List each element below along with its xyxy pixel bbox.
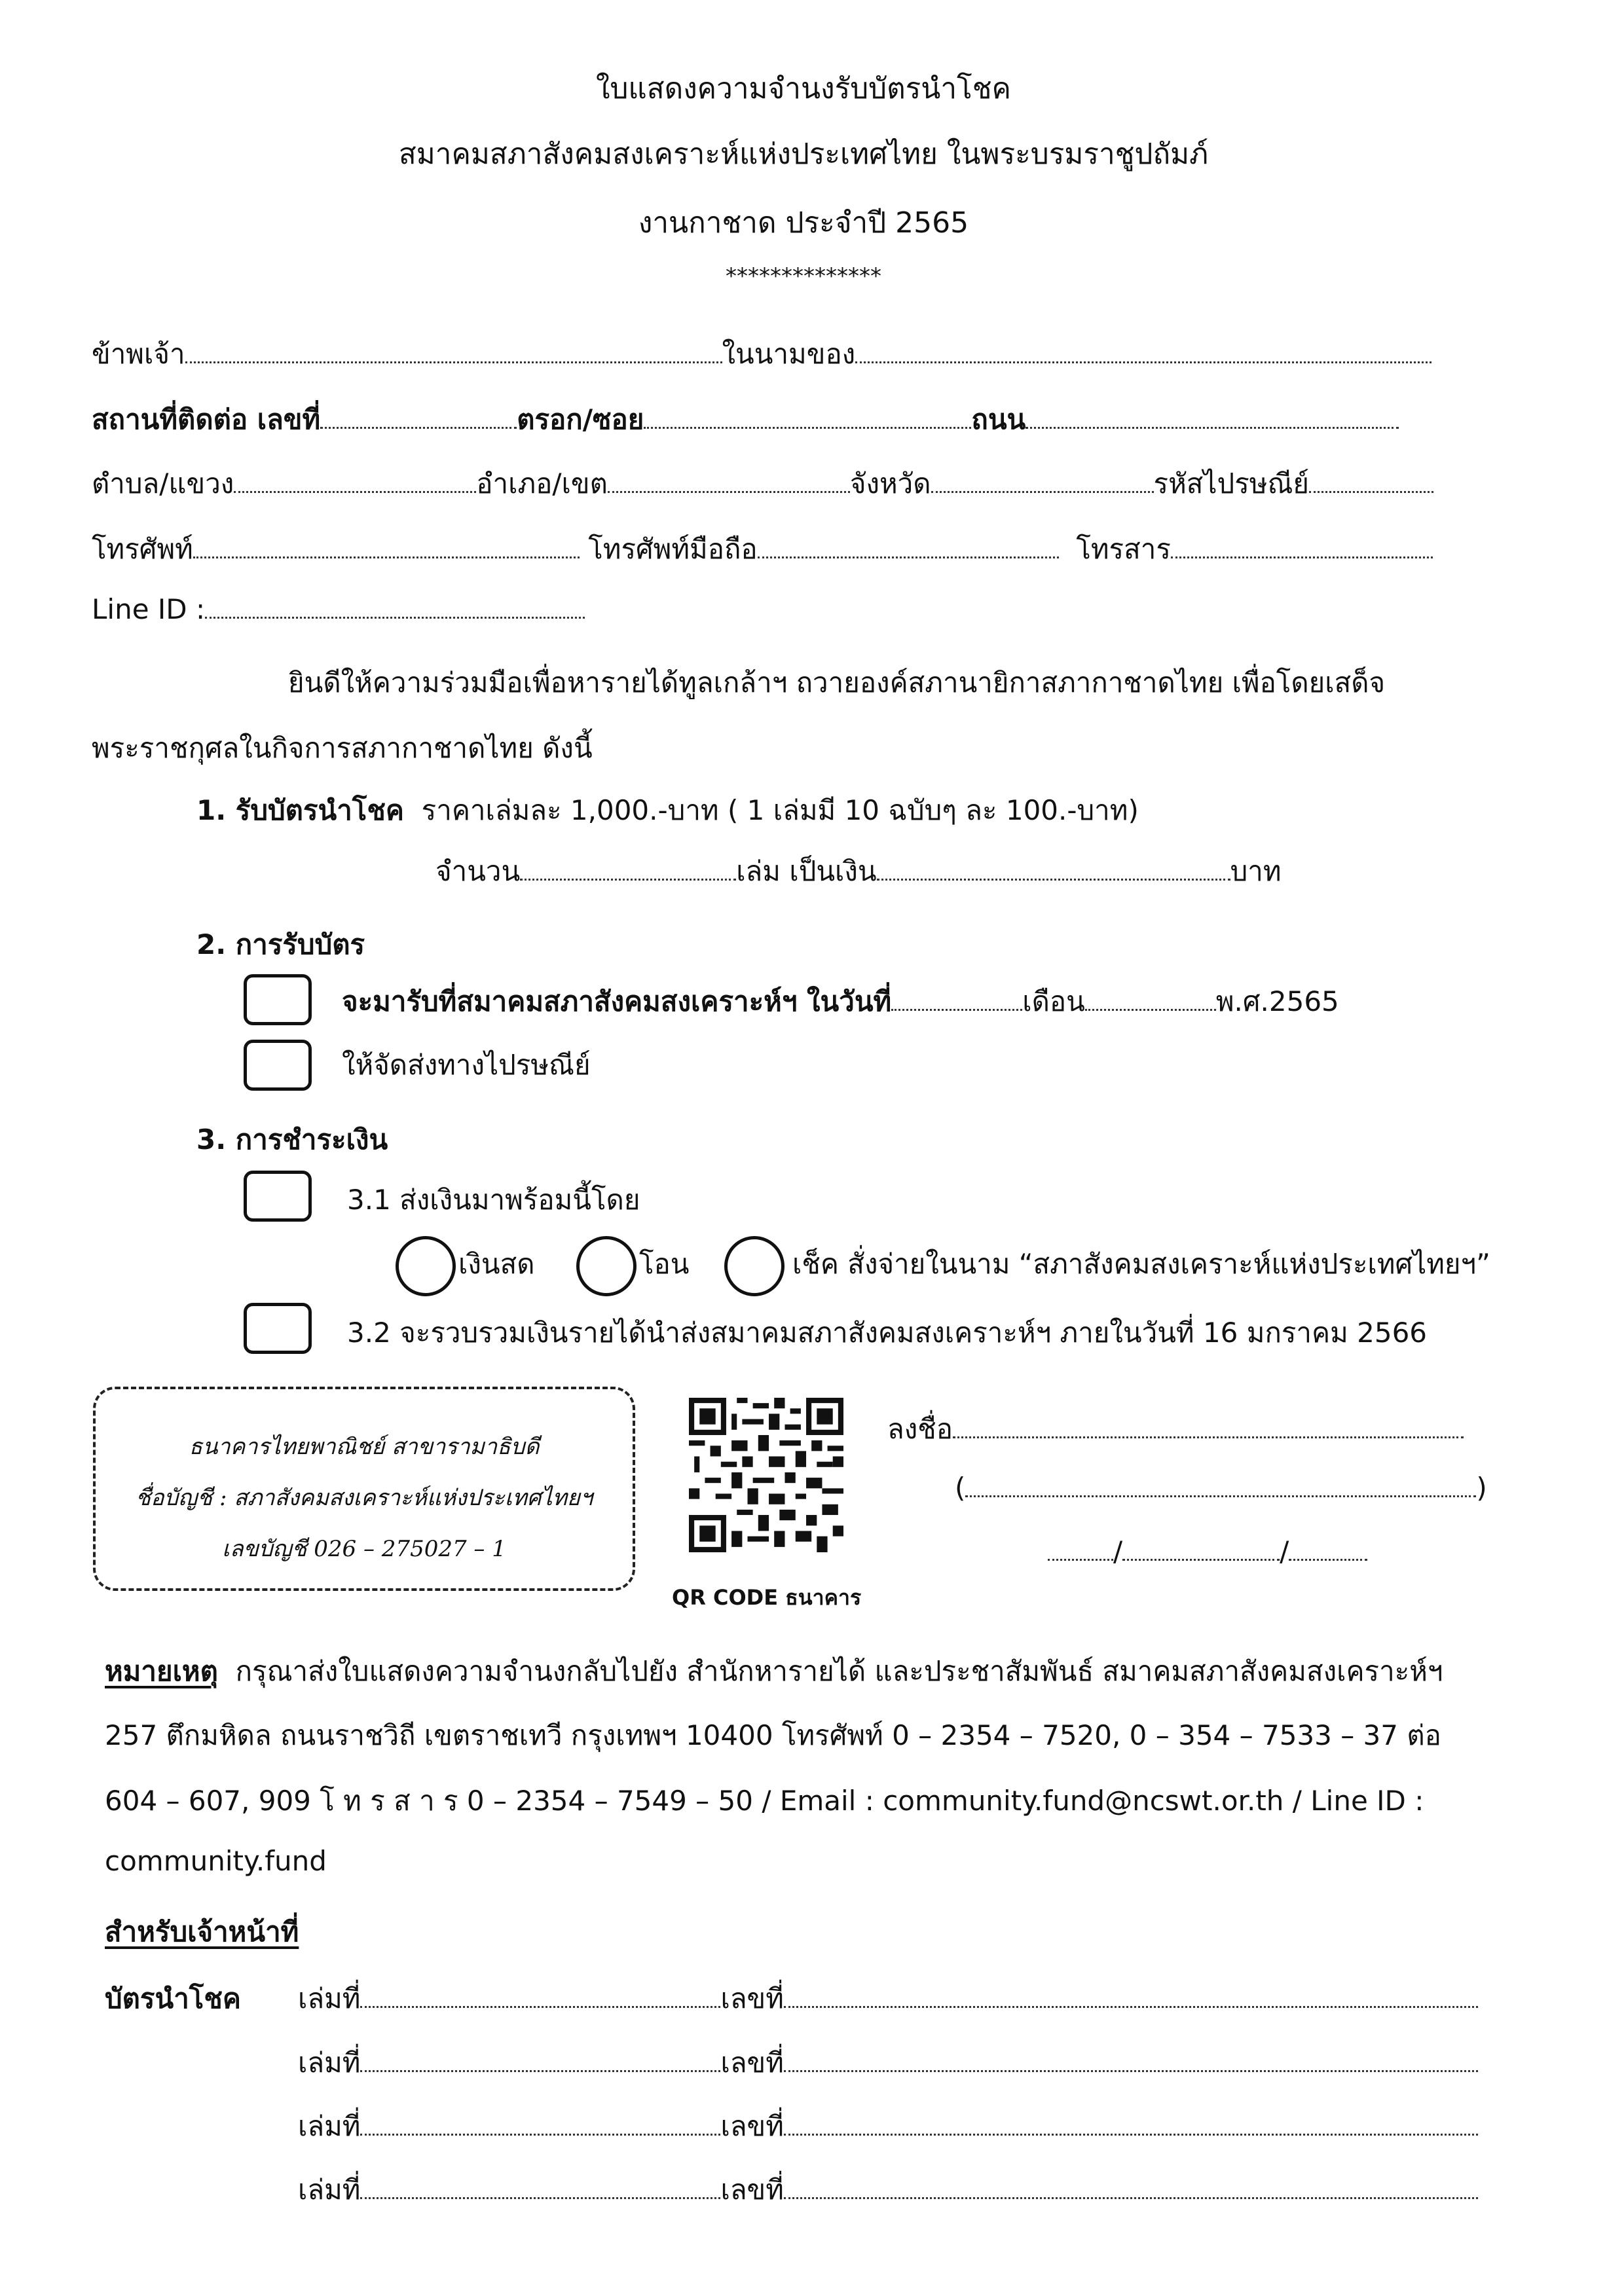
note-line3: 604 – 607, 909 โ ท ร ส า ร 0 – 2354 – 7549 – 50 / Email : community.fund@ncswt.or.th / Line ID : [105,1785,1424,1817]
books-label: เล่ม เป็นเงิน [736,855,877,887]
section3-heading: 3. การชำระเงิน [196,1123,388,1156]
staff-book-field[interactable] [360,2191,720,2199]
note-text1: กรุณาส่งใบแสดงความจำนงกลับไปยัง สำนักหารายได้ และประชาสัมพันธ์ สมาคมสภาสังคมสงเคราะห์ฯ [235,1655,1443,1687]
staff-book-field[interactable] [360,2127,720,2136]
account-name: ชื่อบัญชี : สภาสังคมสงเคราะห์แห่งประเทศไทยฯ [136,1485,593,1511]
pickup-month-field[interactable] [1085,1002,1216,1011]
note-line2: 257 ตึกมหิดล ถนนราชวิถี เขตราชเทวี กรุงเทพฯ 10400 โทรศัพท์ 0 – 2354 – 7520, 0 – 354 – 7533 – 37 ต่อ [105,1719,1441,1751]
intro-line1: ยินดีให้ความร่วมมือเพื่อหารายได้ทูลเกล้าฯ ถวายองค์สภานายิกาสภากาชาดไทย เพื่อโดยเสด็จ [288,666,1386,699]
account-number: เลขบัญชี 026 – 275027 – 1 [222,1536,506,1562]
qr-caption: QR CODE ธนาคาร [672,1585,862,1610]
header-separator: ************** [726,263,881,289]
line-id-row [92,593,585,625]
location-row [92,462,1433,505]
open-paren: ( [955,1472,966,1504]
books-quantity-field[interactable] [520,872,736,881]
district-label: อำเภอ/เขต [476,467,608,500]
date-month-field[interactable] [1122,1552,1280,1561]
section1-heading: 1. รับบัตรนำโชค [196,794,404,826]
staff-row-1 [298,1977,1478,2020]
pickup-day-field[interactable] [891,1002,1022,1011]
staff-ticket-label: บัตรนำโชค [105,1982,241,2014]
phone-row [92,528,1433,571]
staff-number-field[interactable] [784,1999,1478,2008]
name-label: ข้าพเจ้า [92,338,185,370]
close-paren: ) [1476,1472,1487,1504]
date-day-field[interactable] [1048,1552,1113,1561]
staff-number-label: เลขที่ [720,2047,784,2079]
form-title: ใบแสดงความจำนงรับบัตรนำโชค [595,72,1011,105]
date-slash-2: / [1280,1535,1289,1567]
signature-row [887,1408,1464,1451]
staff-book-label: เล่มที่ [298,2047,361,2079]
total-amount-field[interactable] [877,872,1230,881]
bank-qr-code [689,1398,843,1552]
bank-name: ธนาคารไทยพาณิชย์ สาขารามาธิบดี [189,1434,540,1460]
note-label: หมายเหตุ [105,1655,218,1687]
subdistrict-field[interactable] [234,484,476,493]
mail-checkbox[interactable] [244,1040,312,1091]
staff-row-3 [298,2105,1478,2148]
phone-label: โทรศัพท์ [92,533,193,565]
amount-row [435,850,1282,893]
postcode-field[interactable] [1309,484,1433,493]
pickup-row [342,980,1339,1023]
month-label: เดือน [1022,985,1085,1017]
staff-row-2 [298,2041,1478,2085]
province-field[interactable] [931,484,1154,493]
postcode-label: รหัสไปรษณีย์ [1153,467,1310,500]
transfer-radio[interactable] [576,1236,637,1296]
staff-row-4 [298,2168,1478,2212]
section1-row [196,789,1139,832]
section2-heading: 2. การรับบัตร [196,928,365,960]
alley-label: ตรอก/ซอย [517,403,644,435]
subdistrict-label: ตำบล/แขวง [92,467,234,500]
staff-number-field[interactable] [784,2191,1478,2199]
staff-number-field[interactable] [784,2127,1478,2136]
address-row [92,398,1399,441]
printed-name-field[interactable] [965,1489,1476,1497]
line-id-field[interactable] [205,610,585,619]
on-behalf-field[interactable] [855,355,1432,363]
name-row [92,333,1432,376]
province-label: จังหวัด [849,467,931,500]
staff-book-field[interactable] [360,1999,720,2008]
fax-field[interactable] [1171,550,1433,558]
cheque-radio[interactable] [724,1236,785,1296]
date-year-field[interactable] [1289,1552,1367,1561]
staff-number-label: เลขที่ [720,2174,784,2206]
staff-number-field[interactable] [784,2064,1478,2072]
event-name: งานกาชาด ประจำปี 2565 [638,206,969,240]
staff-book-field[interactable] [360,2064,720,2072]
line-id-label: Line ID : [92,593,206,625]
staff-book-label: เล่มที่ [298,2110,361,2142]
printed-name-row [955,1472,1487,1504]
staff-book-label: เล่มที่ [298,1982,361,2014]
alley-field[interactable] [644,420,971,429]
cash-radio[interactable] [396,1236,456,1296]
district-field[interactable] [608,484,850,493]
phone-field[interactable] [193,550,580,558]
baht-label: บาท [1230,855,1282,887]
staff-number-label: เลขที่ [720,1982,784,2014]
address-label: สถานที่ติดต่อ เลขที่ [92,403,321,435]
mobile-field[interactable] [758,550,1059,558]
bank-info-box [93,1387,635,1591]
collect-later-checkbox[interactable] [244,1303,312,1354]
note-line4: community.fund [105,1845,327,1877]
staff-book-label: เล่มที่ [298,2174,361,2206]
pickup-checkbox[interactable] [244,974,312,1025]
note-line1 [105,1650,1443,1693]
pickup-label: จะมารับที่สมาคมสภาสังคมสงเคราะห์ฯ ในวันที่ [342,985,892,1017]
pay-now-checkbox[interactable] [244,1171,312,1222]
name-field[interactable] [185,355,722,363]
transfer-label: โอน [639,1248,690,1280]
date-row [1048,1535,1367,1567]
staff-number-label: เลขที่ [720,2110,784,2142]
signature-field[interactable] [953,1430,1464,1438]
pay-now-label: 3.1 ส่งเงินมาพร้อมนี้โดย [347,1184,640,1216]
collect-later-label: 3.2 จะรวบรวมเงินรายได้นำส่งสมาคมสภาสังคมสงเคราะห์ฯ ภายในวันที่ 16 มกราคม 2566 [347,1317,1428,1349]
road-label: ถนน [971,403,1026,435]
sign-label: ลงชื่อ [887,1413,953,1445]
date-slash-1: / [1113,1535,1123,1567]
house-number-field[interactable] [320,420,517,429]
cash-label: เงินสด [458,1248,535,1280]
section1-price: ราคาเล่มละ 1,000.-บาท ( 1 เล่มมี 10 ฉบับๆ ละ 100.-บาท) [421,794,1139,826]
road-field[interactable] [1025,420,1399,429]
mobile-label: โทรศัพท์มือถือ [588,533,758,565]
fax-label: โทรสาร [1076,533,1171,565]
amount-label: จำนวน [435,855,521,887]
association-name: สมาคมสภาสังคมสงเคราะห์แห่งประเทศไทย ในพระบรมราชูปถัมภ์ [398,137,1209,171]
mail-label: ให้จัดส่งทางไปรษณีย์ [342,1049,591,1081]
on-behalf-label: ในนามของ [722,338,856,370]
year-label: พ.ศ.2565 [1215,985,1339,1017]
staff-heading: สำหรับเจ้าหน้าที่ [105,1916,299,1948]
cheque-label: เช็ค สั่งจ่ายในนาม “สภาสังคมสงเคราะห์แห่งประเทศไทยฯ” [792,1248,1490,1280]
intro-line2: พระราชกุศลในกิจการสภากาชาดไทย ดังนี้ [92,732,593,764]
